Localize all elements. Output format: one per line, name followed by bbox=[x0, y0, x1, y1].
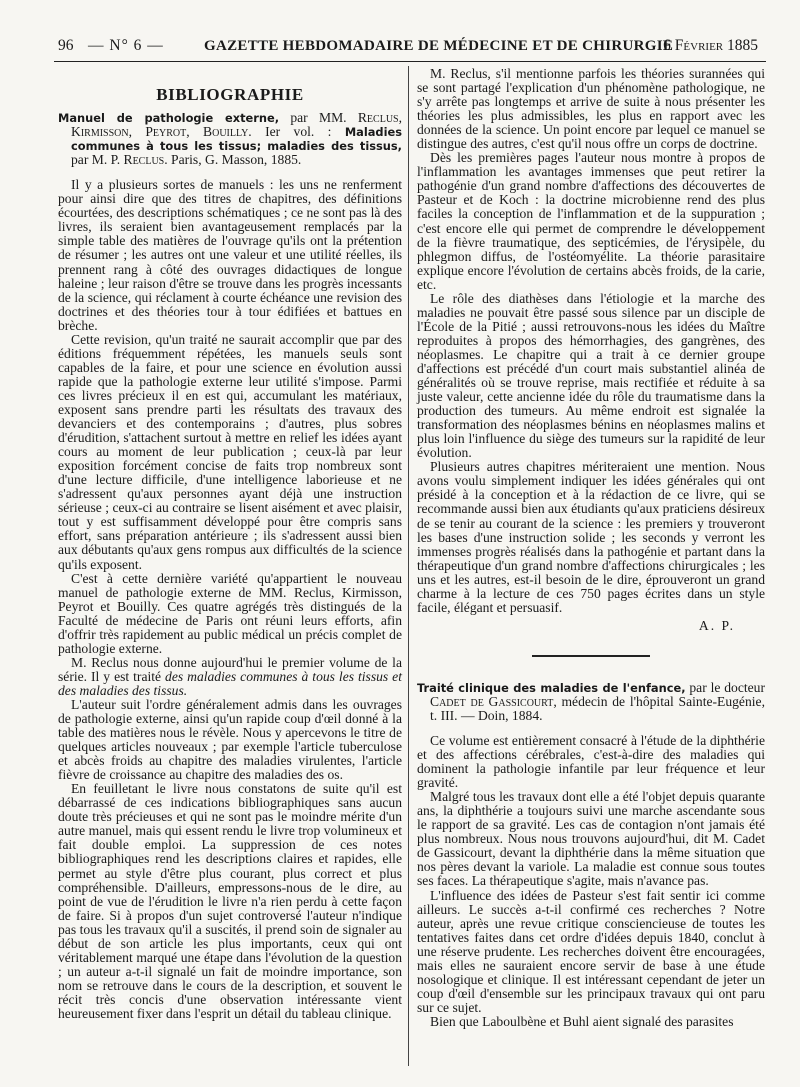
book-title: Traité clinique des maladies de l'enfance, bbox=[417, 680, 686, 695]
paragraph: Bien que Laboulbène et Buhl aient signalé des parasites bbox=[430, 1013, 734, 1029]
reviewer-name: Reclus. bbox=[123, 152, 168, 168]
paragraph: Cette revision, qu'un traité ne saurait accomplir que par des éditions fréquemment répétées, les manuels seuls sont capables de la faire, et pour une science en évolution aussi rapide que la pathologie externe leur utilité s'impose. Parmi ces livres précieux il en est qui, accumulant les matériaux, exposent sans prendre parti les résultats des travaux des devanciers et des contemporains ; d'autres, plus sobres d'érudition, s'attachent surtout à mettre en relief les idées ayant cours au moment de leur publication ; ceux-là par leur exposition forcément concise de faits trop nombreux sont d'une lecture difficile, d'une intelligence laborieuse et ne s'adressent qu'aux personnes ayant déjà une instruction sérieuse ; ceux-ci au contraire se lisent aisément et avec plaisir, tout y est suffisamment développé pour être compris sans effort, sans préparation antérieure ; ils s'adressent aussi bien aux débutants qu'aux gens rompus aux difficultés de la science qu'ils exposent. bbox=[58, 331, 402, 572]
running-header bbox=[58, 34, 758, 58]
paragraph: L'auteur suit l'ordre généralement admis dans les ouvrages de pathologie externe, ainsi qu'un rapide coup d'œil donné à la table des matières nous le révèle. Nous y apercevons le titre de quelques articles nouveaux ; par exemple l'article tuberculose et abcès froids au chapitre des maladies virulentes, l'article fièvre de croissance au chapitre des maladies des os. bbox=[58, 696, 402, 783]
paragraph: Le rôle des diathèses dans l'étiologie et la marche des maladies ne pouvait être passé sous silence par un disciple de l'École de la Pitié ; aussi retrouvons-nous les idées du Maître reproduites à propos des hémorrhagies, des gangrènes, des néoplasmes. Le chapitre qui a trait à ce dernier groupe d'affections est précédé d'un court mais substantiel alinéa de généralités où se trouve reprise, mais rectifiée et réduite à sa juste valeur, cette ancienne idée du rôle du traumatisme dans la production des tumeurs. Au même endroit est signalée la transformation des néoplasmes bénins en néoplasmes malins et plus loin l'influence du siège des tumeurs sur la rapidité de leur évolution. bbox=[417, 290, 765, 461]
right-column bbox=[417, 67, 765, 1029]
section-separator bbox=[532, 655, 650, 657]
book-reference: Manuel de pathologie externe, par MM. Reclus, Kirmisson, Peyrot, Bouilly. Ier vol. : Maladies communes à tous les tissus; maladies des tissus, par M. P. Reclus. Paris, G. Masson, 1885. bbox=[58, 110, 402, 168]
paragraph: M. Reclus nous donne aujourd'hui le premier volume de la série. Il y est traité des maladies communes à tous les tissus et des maladies des tissus. bbox=[58, 654, 402, 698]
paragraph: L'influence des idées de Pasteur s'est fait sentir ici comme ailleurs. Le succès a-t-il confirmé ces recherches ? Notre auteur, après une revue critique consciencieuse de toutes les tentatives faites dans cet ordre d'idées depuis 1840, conclut à une réserve prudente. Les recherches doivent être encouragées, mais elles ne sauraient encore servir de base à une étude nosologique et clinique. Il est intéressant cependant de jeter un coup d'œil d'ensemble sur les principaux travaux qui ont paru sur ce sujet. bbox=[417, 887, 765, 1015]
column-divider bbox=[408, 66, 409, 1066]
paragraph: Plusieurs autres chapitres mériteraient une mention. Nous avons voulu simplement indiquer les idées générales qui ont présidé à la conception et à la rédaction de ce livre, qui se recommande aussi bien aux étudiants qu'aux praticiens désireux de se tenir au courant de la science : les premiers y trouveront les bases d'une instruction solide ; les seconds y verront les immenses progrès réalisés dans la pathogénie et partant dans la thérapeutique d'un grand nombre d'affections chirurgicales ; les uns et les autres, est-il besoin de le dire, éprouveront un grand charme à la lecture de ces 750 pages écrites dans un style facile, élégant et persuasif. bbox=[417, 459, 765, 615]
book-author: Cadet de Gassicourt, bbox=[430, 693, 557, 709]
paragraph: Dès les premières pages l'auteur nous montre à propos de l'inflammation les avantages immenses que peut retirer la pathogénie d'un grand nombre d'affections des découvertes de Pasteur et de Koch : la doctrine microbienne rend des plus faciles la conception de l'inflammation et de la suppuration ; c'est encore elle qui permet de comprendre le développement de la fièvre traumatique, des septicémies, de l'érysipèle, du phlegmon diffus, de l'ostéomyélite. La théorie parasitaire explique encore l'évolution de certains abcès froids, de la carie, etc. bbox=[417, 150, 765, 292]
paragraph: En feuilletant le livre nous constatons de suite qu'il est débarrassé de ces indications bibliographiques sans aucun doute très précieuses et qui ne sont pas le moindre mérite d'un autre manuel, mais qui essent rendu le livre trop volumineux et fait double emploi. La suppression de ces notes bibliographiques rend les descriptions claires et rapides, elle permet au style d'être plus courant, plus correct et plus compréhensible. D'ailleurs, empressons-nous de le dire, au point de vue de l'érudition le livre n'a rien perdu à cette façon de faire. Si à propos d'un sujet controversé l'auteur n'indique pas tous les travaux qu'il a suscités, il prend soin de signaler au début de son article les plus importants, ceux qui ont véritablement marqué une étape dans l'évolution de la question ; un auteur a-t-il signalé un fait de moindre importance, son nom se retrouve dans le cours de la description, et souvent le récit très concis d'une observation intéressante vient heureusement fixer dans l'esprit un détail du tableau clinique. bbox=[58, 781, 402, 1021]
book-title: Manuel de pathologie externe, bbox=[58, 111, 280, 126]
paragraph: Malgré tous les travaux dont elle a été l'objet depuis quarante ans, la diphthérie a toujours suivi une marche ascendante sous le rapport de sa gravité. Les cas de contagion n'ont jamais été plus nombreux. Nous nous trouvons aujourd'hui, dit M. Cadet de Gassicourt, devant la diphthérie dans la même situation que nos pères devant la variole. La maladie est connue sous toutes ses faces. La thérapeutique s'agite, mais n'avance pas. bbox=[417, 789, 765, 889]
book-subtitle: Maladies communes à tous les tissus; maladies des tissus, bbox=[71, 125, 402, 154]
emphasis-text: des maladies communes à tous les tissus et des maladies des tissus. bbox=[58, 668, 402, 698]
signature: A. P. bbox=[698, 617, 735, 633]
book-reference: Traité clinique des maladies de l'enfance, par le docteur Cadet de Gassicourt, médecin de l'hôpital Sainte-Eugénie, t. III. — Doin, 1884. bbox=[417, 679, 766, 723]
left-column bbox=[58, 66, 402, 1021]
section-title: BIBLIOGRAPHIE bbox=[156, 85, 304, 104]
journal-title: GAZETTE HEBDOMADAIRE DE MÉDECINE ET DE CHIRURGIE bbox=[204, 38, 674, 54]
paragraph: C'est à cette dernière variété qu'appartient le nouveau manuel de pathologie externe de MM. Reclus, Kirmisson, Peyrot et Bouilly. Ces quatre agrégés très distingués de la Faculté de médecine de Paris ont réuni leurs efforts, afin d'offrir très rapidement au public médical un précis complet de pathologie externe. bbox=[58, 570, 402, 656]
issue-date: 6 Février 1885 bbox=[663, 37, 758, 54]
issue-number: — N° 6 — bbox=[88, 37, 164, 54]
paragraph: Ce volume est entièrement consacré à l'étude de la diphthérie et des affections cérébrales, c'est-à-dire des maladies qui dominent la pathologie infantile par leur fréquence et leur gravité. bbox=[417, 733, 765, 791]
header-rule bbox=[54, 61, 766, 62]
paragraph: Il y a plusieurs sortes de manuels : les uns ne renferment pour ainsi dire que des titres de chapitres, des définitions écourtées, des descriptions schématiques ; ce ne sont pas là des livres, ils seraient bien avantageusement remplacés par la simple table des matières de l'ouvrage qu'ils ont la prétention de résumer ; les autres ont une valeur et une utilité réelles, ils prennent rang à côté des ouvrages didactiques de longue haleine ; leur raison d'être se trouve dans les progrès incessants de la science, qui réclament à courte échéance une revision des doctrines et des théories tour à tour édifiées et battues en brèche. bbox=[58, 177, 402, 333]
page-number: 96 bbox=[58, 37, 74, 54]
paragraph: M. Reclus, s'il mentionne parfois les théories surannées qui se sont partagé l'explication d'un phénomène pathologique, ne s'y arrête pas longtemps et arrive de suite à nous présenter les théories les plus admissibles, les plus en rapport avec les données de la science. Un point encore par lequel ce manuel se distingue des autres, c'est qu'il nous offre un corps de doctrine. bbox=[417, 66, 765, 152]
book-authors: Reclus, Kirmisson, Peyrot, Bouilly. bbox=[71, 110, 402, 140]
